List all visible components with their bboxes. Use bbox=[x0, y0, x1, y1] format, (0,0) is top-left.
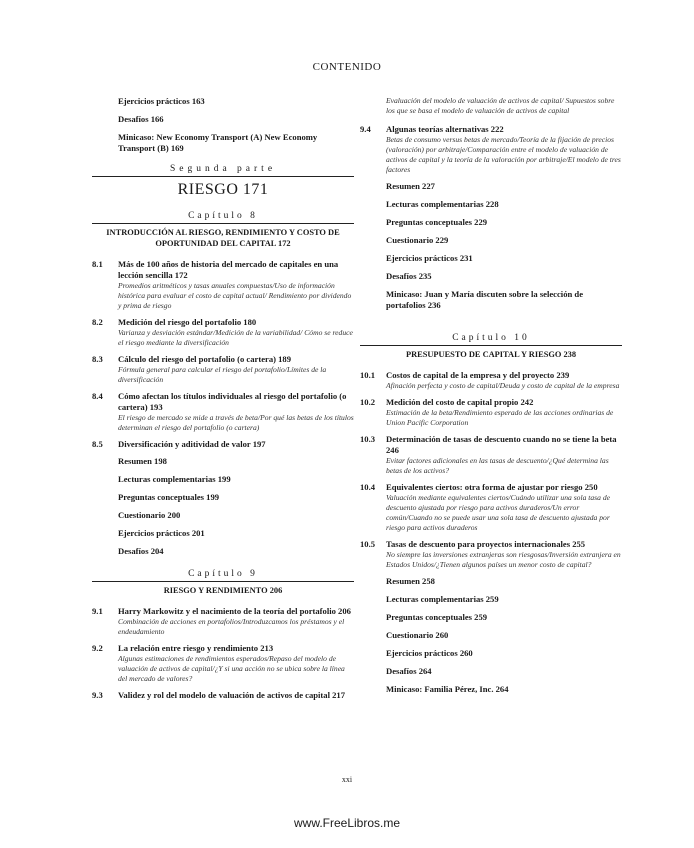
section-entry[interactable] bbox=[92, 391, 354, 433]
section-title: Harry Markowitz y el nacimiento de la teoría del portafolio 206 bbox=[118, 606, 351, 616]
section-number: 10.2 bbox=[360, 397, 376, 407]
section-entry[interactable] bbox=[92, 439, 354, 450]
section-entry[interactable] bbox=[92, 690, 354, 701]
divider bbox=[92, 581, 354, 582]
left-column bbox=[92, 96, 354, 707]
section-number: 8.3 bbox=[92, 354, 103, 364]
toc-line[interactable]: Preguntas conceptuales 229 bbox=[386, 217, 488, 227]
section-topics: Varianza y desviación estándar/Medición de la variabilidad/ Cómo se reduce el riesgo mediante la diversificación bbox=[118, 328, 353, 347]
chapter-label: Capítulo 8 bbox=[188, 211, 258, 221]
section-title: Validez y rol del modelo de valuación de activos de capital 217 bbox=[118, 690, 346, 700]
toc-line[interactable]: Minicaso: Familia Pérez, Inc. 264 bbox=[386, 684, 509, 694]
section-topics: El riesgo de mercado se mide a través de beta/Por qué las betas de los títulos determinan el riesgo del portafolio (o cartera) bbox=[118, 413, 354, 432]
chapter-label: Capítulo 10 bbox=[452, 333, 530, 343]
toc-line[interactable]: Resumen 258 bbox=[386, 576, 435, 586]
toc-line[interactable]: Lecturas complementarias 199 bbox=[118, 474, 231, 484]
toc-line[interactable]: Preguntas conceptuales 199 bbox=[118, 492, 220, 502]
toc-line[interactable]: Cuestionario 229 bbox=[386, 235, 449, 245]
section-entry[interactable] bbox=[92, 606, 354, 637]
toc-line[interactable]: Desafíos 204 bbox=[118, 546, 164, 556]
section-title: Cálculo del riesgo del portafolio (o cartera) 189 bbox=[118, 354, 292, 364]
running-header: CONTENIDO bbox=[312, 61, 382, 73]
section-entry[interactable] bbox=[92, 317, 354, 348]
footer-watermark: www.FreeLibros.me bbox=[293, 816, 401, 830]
section-number: 8.5 bbox=[92, 439, 103, 449]
section-topics: Promedios aritméticos y tasas anuales compuestas/Uso de información histórica para evaluar el costo de capital actual/ Rendimiento por dividendo y prima de riesgo bbox=[118, 281, 352, 310]
section-title: Equivalentes ciertos: otra forma de ajustar por riesgo 250 bbox=[386, 482, 598, 492]
section-number: 9.4 bbox=[360, 124, 371, 134]
section-entry[interactable] bbox=[92, 354, 354, 385]
divider bbox=[92, 176, 354, 177]
section-title: Determinación de tasas de descuento cuando no se tiene la beta 246 bbox=[386, 434, 617, 455]
section-title: Medición del riesgo del portafolio 180 bbox=[118, 317, 257, 327]
section-title: Tasas de descuento para proyectos internacionales 255 bbox=[386, 539, 586, 549]
section-topics: Valuación mediante equivalentes ciertos/Cuándo utilizar una sola tasa de descuento ajustada por riesgo para activos duraderos/Un error común/Cuando no se puede usar una sola tasa de descuento ajustada por riesgo para activos duraderos bbox=[386, 493, 610, 532]
page-number: xxi bbox=[341, 775, 353, 784]
toc-line[interactable]: Desafíos 264 bbox=[386, 666, 432, 676]
toc-line[interactable]: Lecturas complementarias 228 bbox=[386, 199, 499, 209]
section-topics: Afinación perfecta y costo de capital/Deuda y costo de capital de la empresa bbox=[386, 381, 620, 390]
section-entry[interactable] bbox=[360, 434, 622, 476]
chapter-title[interactable]: INTRODUCCIÓN AL RIESGO, RENDIMIENTO Y COSTO DE OPORTUNIDAD DEL CAPITAL 172 bbox=[106, 228, 340, 248]
toc-line[interactable]: Resumen 198 bbox=[118, 456, 167, 466]
section-topics: Estimación de la beta/Rendimiento esperado de las acciones ordinarias de Union Pacific Corporation bbox=[386, 408, 614, 427]
section-number: 9.3 bbox=[92, 690, 103, 700]
section-topics: No siempre las inversiones extranjeras son riesgosas/Inversión extranjera en Estados Unidos/¿Tienen algunos países un menor costo de capital? bbox=[386, 550, 621, 569]
toc-line[interactable]: Lecturas complementarias 259 bbox=[386, 594, 499, 604]
section-number: 10.1 bbox=[360, 370, 376, 380]
section-entry[interactable] bbox=[360, 124, 622, 175]
toc-line[interactable]: Ejercicios prácticos 201 bbox=[118, 528, 205, 538]
section-number: 8.4 bbox=[92, 391, 103, 401]
right-column bbox=[360, 96, 622, 702]
toc-line[interactable]: Desafíos 235 bbox=[386, 271, 432, 281]
section-title: Cómo afectan los títulos individuales al riesgo del portafolio (o cartera) 193 bbox=[118, 391, 347, 412]
part-title[interactable]: RIESGO 171 bbox=[177, 181, 269, 198]
toc-line[interactable]: Minicaso: New Economy Transport (A) New Economy Transport (B) 169 bbox=[118, 132, 318, 153]
section-number: 8.1 bbox=[92, 259, 103, 269]
section-number: 10.5 bbox=[360, 539, 376, 549]
section-number: 10.3 bbox=[360, 434, 376, 444]
section-title: Más de 100 años de historia del mercado de capitales en una lección sencilla 172 bbox=[118, 259, 339, 280]
toc-line[interactable]: Desafíos 166 bbox=[118, 114, 164, 124]
toc-line[interactable]: Resumen 227 bbox=[386, 181, 435, 191]
toc-line[interactable]: Minicaso: Juan y María discuten sobre la selección de portafolios 236 bbox=[386, 289, 584, 310]
section-title: Algunas teorías alternativas 222 bbox=[386, 124, 504, 134]
section-topics: Algunas estimaciones de rendimientos esperados/Repaso del modelo de valuación de activos de capital/¿Y si una acción no se ubica sobre la línea del mercado de valores? bbox=[118, 654, 345, 683]
section-entry[interactable] bbox=[92, 259, 354, 311]
toc-line[interactable]: Preguntas conceptuales 259 bbox=[386, 612, 488, 622]
chapter-label: Capítulo 9 bbox=[188, 569, 258, 579]
section-title: Diversificación y aditividad de valor 197 bbox=[118, 439, 266, 449]
toc-line[interactable]: Cuestionario 200 bbox=[118, 510, 181, 520]
toc-line[interactable]: Ejercicios prácticos 231 bbox=[386, 253, 473, 263]
section-entry[interactable] bbox=[360, 482, 622, 533]
section-title: Costos de capital de la empresa y del proyecto 239 bbox=[386, 370, 570, 380]
section-entry[interactable] bbox=[92, 643, 354, 684]
toc-line[interactable]: Cuestionario 260 bbox=[386, 630, 449, 640]
section-title: La relación entre riesgo y rendimiento 213 bbox=[118, 643, 274, 653]
toc-line[interactable]: Ejercicios prácticos 163 bbox=[118, 96, 205, 106]
toc-line[interactable]: Ejercicios prácticos 260 bbox=[386, 648, 473, 658]
section-number: 9.2 bbox=[92, 643, 103, 653]
section-number: 10.4 bbox=[360, 482, 376, 492]
section-topics: Fórmula general para calcular el riesgo del portafolio/Límites de la diversificación bbox=[118, 365, 327, 384]
section-topics: Betas de consumo versus betas de mercado/Teoría de la fijación de precios (valoración) por arbitraje/Comparación entre el modelo de valuación de activos de capital y la teoría de la valoración por arbitraje/El modelo de tres factores bbox=[386, 135, 621, 174]
chapter-title[interactable]: PRESUPUESTO DE CAPITAL Y RIESGO 238 bbox=[405, 350, 577, 359]
section-entry[interactable] bbox=[360, 397, 622, 428]
section-topics-continued: Evaluación del modelo de valuación de activos de capital/ Supuestos sobre los que se basa el modelo de valuación de activos de capital bbox=[386, 96, 615, 115]
section-topics: Combinación de acciones en portafolios/Introduzcamos los préstamos y el endeudamiento bbox=[118, 617, 345, 636]
section-number: 8.2 bbox=[92, 317, 103, 327]
section-entry[interactable] bbox=[360, 539, 622, 570]
divider bbox=[360, 345, 622, 346]
section-entry[interactable] bbox=[360, 370, 622, 391]
section-title: Medición del costo de capital propio 242 bbox=[386, 397, 534, 407]
chapter-title[interactable]: RIESGO Y RENDIMIENTO 206 bbox=[163, 586, 283, 595]
section-topics: Evitar factores adicionales en las tasas de descuento/¿Qué determina las betas de los activos? bbox=[386, 456, 609, 475]
divider bbox=[92, 223, 354, 224]
part-label: Segunda parte bbox=[169, 164, 277, 174]
section-number: 9.1 bbox=[92, 606, 103, 616]
